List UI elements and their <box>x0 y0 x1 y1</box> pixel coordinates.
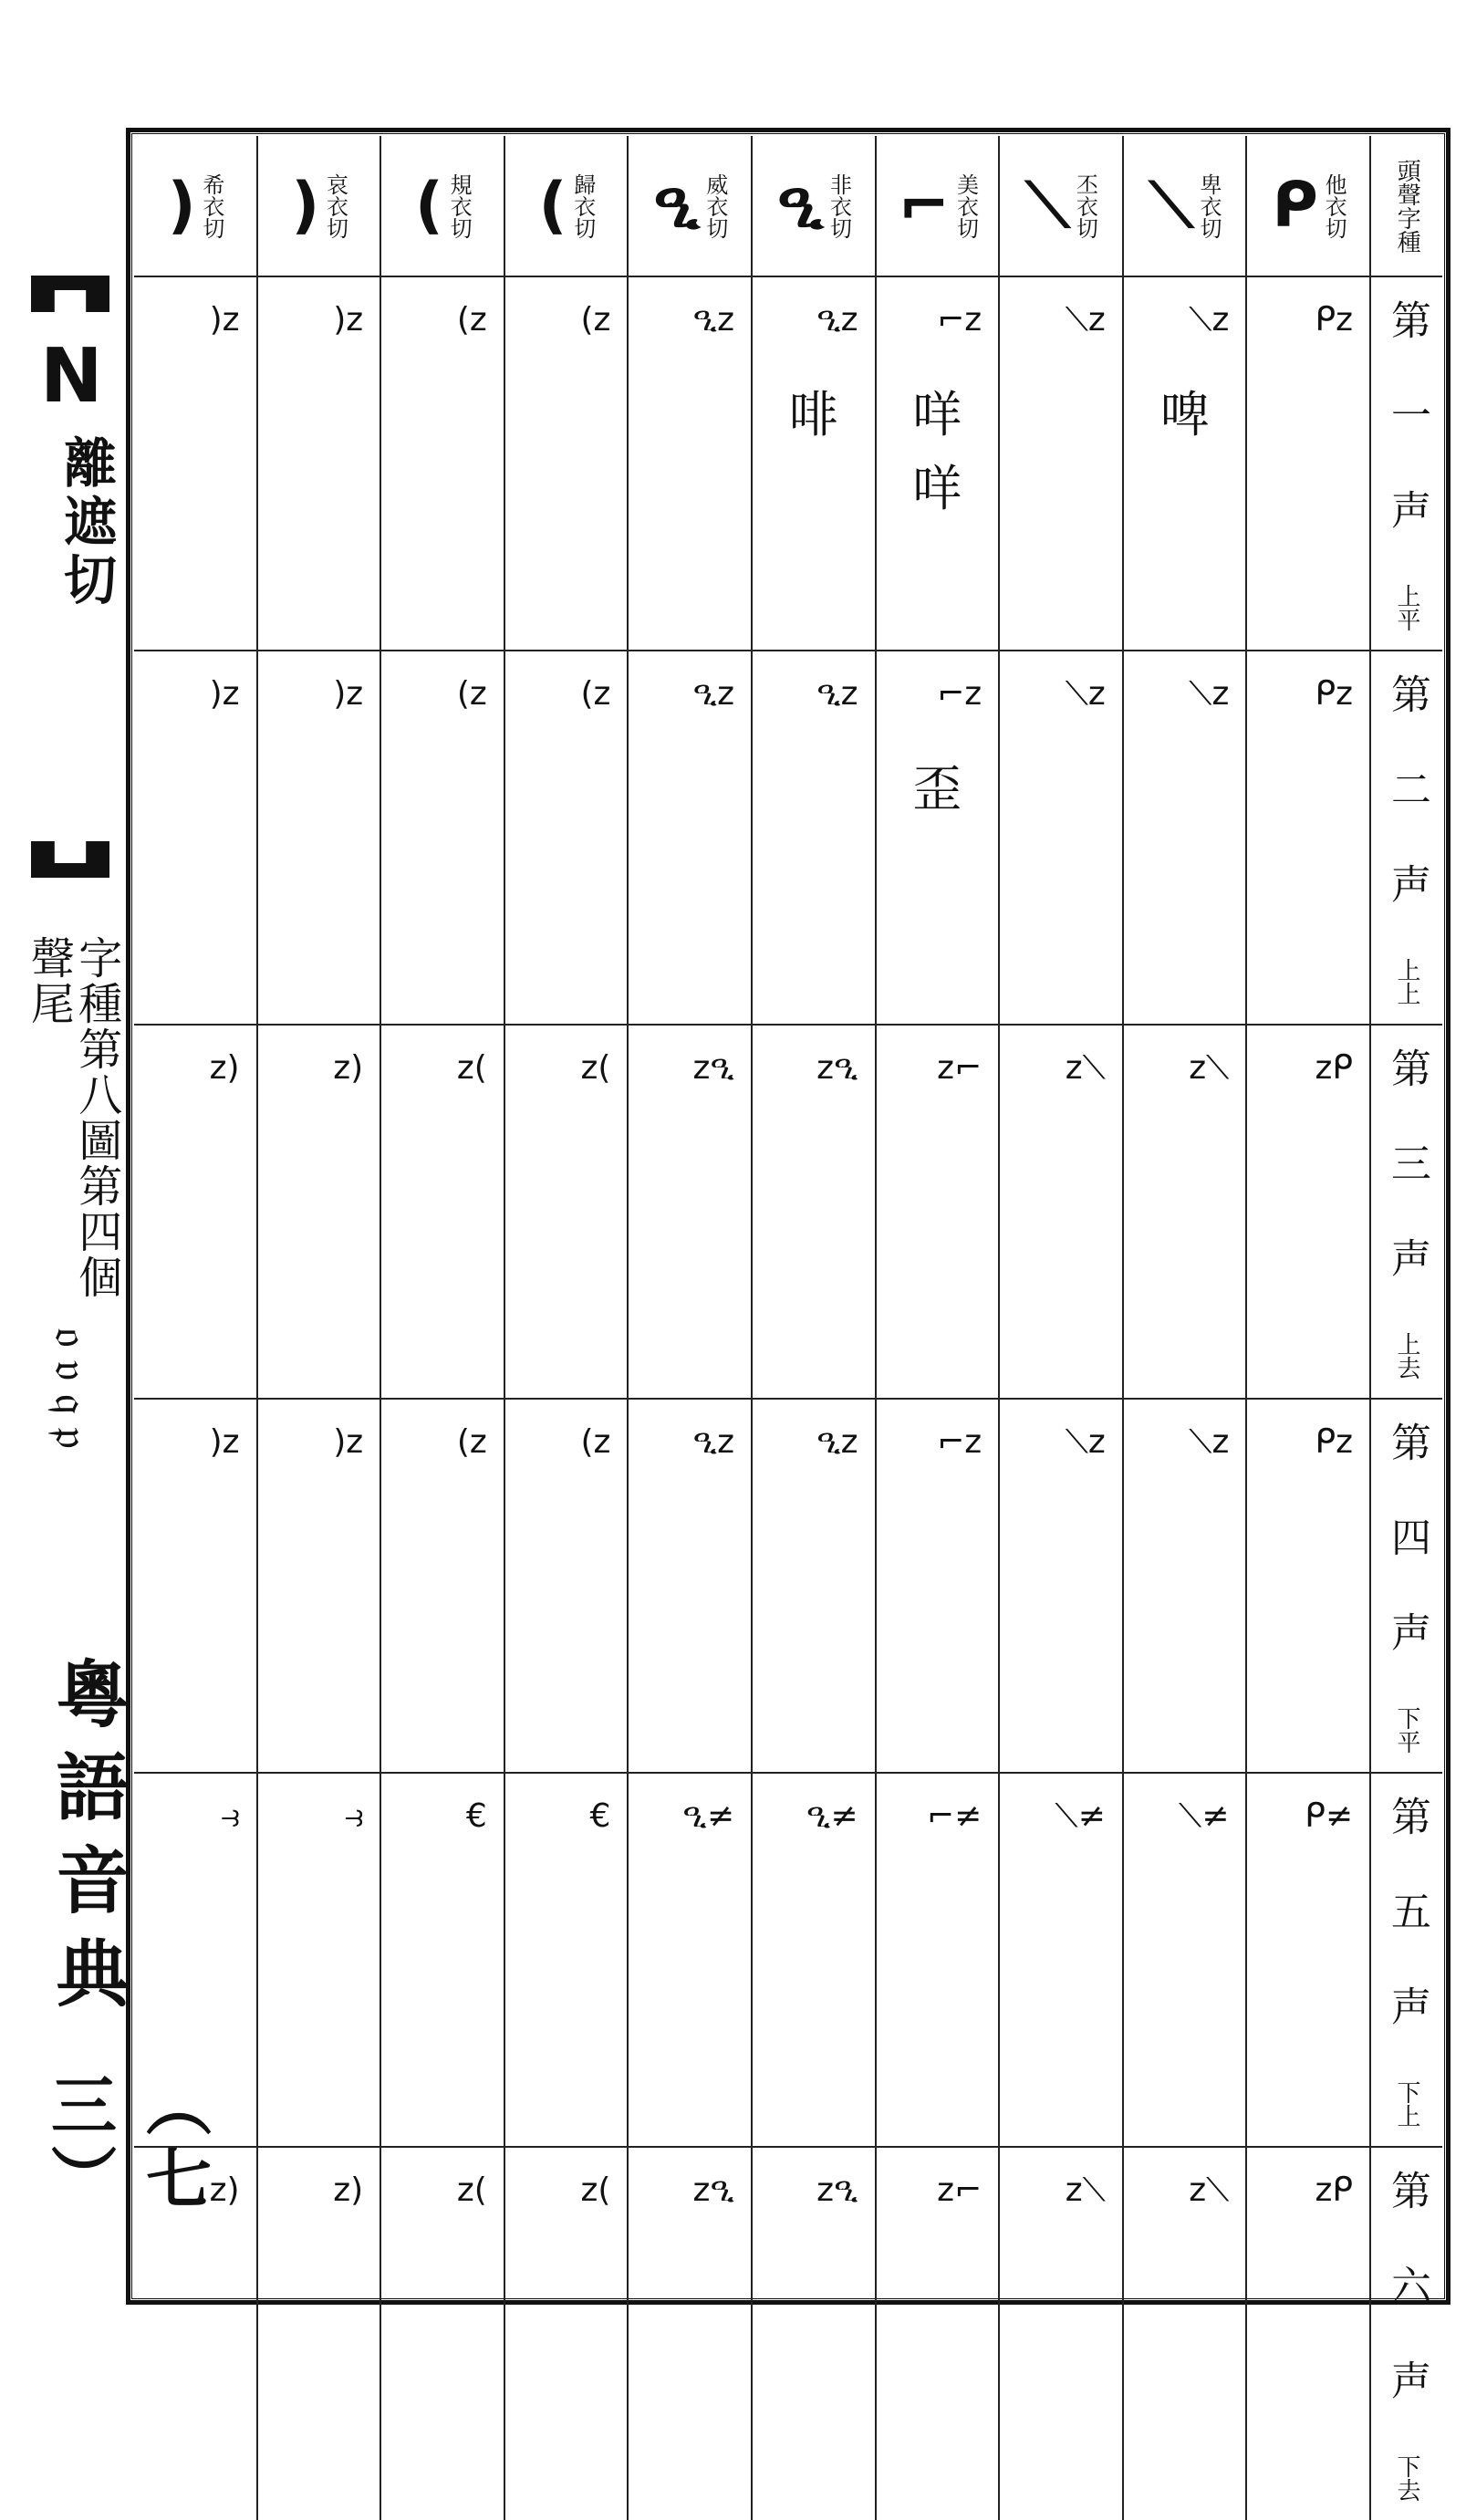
table-cell <box>1000 651 1124 1026</box>
tone-symbol: (z <box>580 1423 611 1461</box>
cell-characters <box>1124 378 1246 452</box>
initial-symbol: ዒ <box>777 169 824 242</box>
table-cell <box>258 277 382 651</box>
table-cell <box>629 277 753 651</box>
tone-symbol: € <box>589 1797 611 1835</box>
tone-symbol: )z <box>333 675 364 713</box>
table-cell <box>381 277 505 651</box>
table-cell <box>258 1774 382 2148</box>
tone-symbol: ⟍≠ <box>1179 1797 1230 1835</box>
table-cell <box>1247 651 1371 1026</box>
tone-name: 下上 <box>1393 2080 1420 2128</box>
example-character: 咩 <box>912 386 962 443</box>
table-cell <box>1000 1774 1124 2148</box>
tone-name: 上上 <box>1393 958 1420 1005</box>
table-cell <box>877 2148 1001 2520</box>
tone-symbol: z) <box>209 2171 240 2209</box>
column-header <box>1247 136 1371 277</box>
column-header <box>753 136 877 277</box>
tone-row-label <box>1371 1400 1442 1774</box>
badge-letter: N <box>40 333 103 420</box>
tone-symbol: ⟍z <box>1189 675 1230 713</box>
tone-symbol: z⟍ <box>1189 1049 1230 1087</box>
table-cell <box>505 1400 629 1774</box>
tone-symbol: z⟍ <box>1065 1049 1106 1087</box>
column-label: 希衣切 <box>198 172 224 239</box>
table-cell <box>505 651 629 1026</box>
table-cell <box>1124 2148 1248 2520</box>
table-cell <box>258 1026 382 1400</box>
initial-symbol: ) <box>167 169 196 242</box>
table-cell <box>381 1026 505 1400</box>
column-header <box>629 136 753 277</box>
column-label: 規衣切 <box>446 172 473 239</box>
script-sample: 𝔬𝔳𝔮𝔭 <box>44 1328 99 1462</box>
table-cell <box>134 651 258 1026</box>
table-cell <box>381 2148 505 2520</box>
column-header <box>1000 136 1124 277</box>
tone-symbol: ᑭz <box>1315 301 1353 338</box>
tone-row-label <box>1371 1774 1442 2148</box>
badge-bracket-top <box>31 276 109 312</box>
tone-symbol: ዒ≠ <box>806 1797 858 1835</box>
initial-symbol: ዒ <box>653 169 700 242</box>
tone-symbol: ⟍≠ <box>1055 1797 1106 1835</box>
tone-symbol: z⟍ <box>1065 2171 1106 2209</box>
column-label: 非衣切 <box>826 172 852 239</box>
table-cell <box>505 1026 629 1400</box>
table-cell <box>505 2148 629 2520</box>
example-character: 啤 <box>1159 386 1210 443</box>
chart-note-line: 字種第八圖第四個 <box>70 935 122 1300</box>
table-cell <box>134 1026 258 1400</box>
tone-symbol: ዒ≠ <box>682 1797 734 1835</box>
table-cell <box>753 1400 877 1774</box>
column-header <box>505 136 629 277</box>
column-header <box>134 136 258 277</box>
table-cell <box>877 651 1001 1026</box>
cell-characters <box>877 752 999 826</box>
table-cell <box>753 1026 877 1400</box>
tone-row-label <box>1371 2148 1442 2520</box>
tone-symbol: z( <box>456 1049 487 1087</box>
tone-symbol: )z <box>209 301 240 338</box>
tone-symbol: zᑭ <box>1315 1049 1353 1087</box>
tone-row-label <box>1371 277 1442 651</box>
table-cell <box>753 277 877 651</box>
tone-symbol: )z <box>333 1423 364 1461</box>
table-cell <box>629 651 753 1026</box>
tone-symbol: ዒz <box>816 301 858 338</box>
tone-symbol: ⟍z <box>1065 1423 1106 1461</box>
initial-symbol: ) <box>291 169 320 242</box>
initial-symbol: ⌐ <box>898 169 951 242</box>
tone-name: 上去 <box>1393 1332 1420 1380</box>
corner-label: 頭聲字種 <box>1393 158 1421 254</box>
tone-symbol: z⌐ <box>937 1049 983 1087</box>
table-cell <box>1247 2148 1371 2520</box>
tone-symbol: )z <box>209 675 240 713</box>
table-cell <box>1000 277 1124 651</box>
tone-symbol: ⌐≠ <box>926 1797 983 1835</box>
tone-symbol: ⌐z <box>937 301 983 338</box>
tone-symbol: z⌐ <box>937 2171 983 2209</box>
table-cell <box>629 2148 753 2520</box>
table-cell <box>134 2148 258 2520</box>
tone-symbol: ᑭz <box>1315 1423 1353 1461</box>
corner-header <box>1371 136 1442 277</box>
tone-symbol: ⥽ <box>221 1797 240 1835</box>
chart-note-line: 聲尾 <box>23 935 75 1026</box>
table-cell <box>381 651 505 1026</box>
tone-symbol: z( <box>456 2171 487 2209</box>
tone-symbol: ᑭz <box>1315 675 1353 713</box>
table-cell <box>753 1774 877 2148</box>
column-label: 威衣切 <box>702 172 728 239</box>
tone-row-label <box>1371 651 1442 1026</box>
tone-symbol: (z <box>580 675 611 713</box>
tone-symbol: z⟍ <box>1189 2171 1230 2209</box>
tone-symbol: zዒ <box>816 2171 858 2209</box>
table-cell <box>877 1400 1001 1774</box>
tone-symbol: ⥽ <box>344 1797 364 1835</box>
table-cell <box>629 1774 753 2148</box>
table-cell <box>877 1774 1001 2148</box>
table-cell <box>1124 277 1248 651</box>
tone-number: 第六声 <box>1384 2170 1430 2454</box>
tone-symbol: z) <box>333 2171 364 2209</box>
table-cell <box>134 277 258 651</box>
table-cell <box>1124 1026 1248 1400</box>
example-character: 歪 <box>912 760 962 817</box>
initial-symbol: ⟍ <box>1149 169 1193 242</box>
initial-symbol: ᑭ <box>1272 169 1318 242</box>
tone-symbol: ዒz <box>692 675 734 713</box>
tone-symbol: € <box>465 1797 487 1835</box>
rhyme-badge <box>31 276 117 878</box>
table-cell <box>1000 1400 1124 1774</box>
table-cell <box>258 2148 382 2520</box>
tone-symbol: (z <box>580 301 611 338</box>
table-cell <box>877 277 1001 651</box>
column-header <box>1124 136 1248 277</box>
column-label: 丕衣切 <box>1072 172 1098 239</box>
tone-symbol: z) <box>209 1049 240 1087</box>
tone-symbol: zዒ <box>816 1049 858 1087</box>
badge-bracket-bottom <box>31 841 109 878</box>
tone-name: 下平 <box>1393 1706 1420 1754</box>
page-number: （七三） <box>40 2071 213 2217</box>
table-cell <box>381 1774 505 2148</box>
table-cell <box>134 1774 258 2148</box>
tone-symbol: ዒz <box>692 301 734 338</box>
table-cell <box>1000 1026 1124 1400</box>
table-cell <box>1124 1400 1248 1774</box>
initial-symbol: ⟍ <box>1025 169 1070 242</box>
column-label: 卑衣切 <box>1195 172 1222 239</box>
tone-symbol: ⟍z <box>1065 675 1106 713</box>
badge-text: 離遮切 <box>55 435 117 610</box>
table-cell <box>877 1026 1001 1400</box>
column-header <box>877 136 1001 277</box>
column-header <box>258 136 382 277</box>
table-cell <box>258 1400 382 1774</box>
tone-symbol: z( <box>580 2171 611 2209</box>
example-character: 咩 <box>912 460 962 517</box>
tone-symbol: ⌐z <box>937 675 983 713</box>
tone-number: 第五声 <box>1384 1796 1430 2080</box>
tone-name: 下去 <box>1393 2454 1420 2502</box>
tone-symbol: ዒz <box>816 675 858 713</box>
table-cell <box>505 1774 629 2148</box>
column-header <box>381 136 505 277</box>
table-cell <box>134 1400 258 1774</box>
table-cell <box>629 1026 753 1400</box>
tone-symbol: ᑭ≠ <box>1305 1797 1353 1835</box>
tone-symbol: )z <box>209 1423 240 1461</box>
tone-symbol: ⟍z <box>1189 301 1230 338</box>
table-cell <box>1124 651 1248 1026</box>
table-cell <box>1000 2148 1124 2520</box>
tone-number: 第二声 <box>1384 673 1430 958</box>
tone-symbol: ዒz <box>692 1423 734 1461</box>
cell-characters <box>753 378 875 452</box>
table-cell <box>753 2148 877 2520</box>
tone-symbol: (z <box>456 1423 487 1461</box>
tone-symbol: zᑭ <box>1315 2171 1353 2209</box>
tone-symbol: ዒz <box>816 1423 858 1461</box>
table-cell <box>1247 1026 1371 1400</box>
column-label: 哀衣切 <box>322 172 348 239</box>
column-label: 歸衣切 <box>569 172 596 239</box>
table-cell <box>629 1400 753 1774</box>
tone-symbol: zዒ <box>692 2171 734 2209</box>
example-character: 啡 <box>788 386 838 443</box>
column-label: 美衣切 <box>952 172 979 239</box>
book-title: 粵語音典 <box>44 1656 130 2028</box>
tone-symbol: )z <box>333 301 364 338</box>
syllable-table <box>134 136 1442 2502</box>
left-margin <box>18 255 213 2290</box>
column-label: 他衣切 <box>1321 172 1347 239</box>
tone-symbol: z) <box>333 1049 364 1087</box>
tone-symbol: (z <box>456 301 487 338</box>
table-cell <box>258 651 382 1026</box>
tone-symbol: ⟍z <box>1189 1423 1230 1461</box>
tone-number: 第一声 <box>1384 299 1430 584</box>
tone-symbol: (z <box>456 675 487 713</box>
table-cell <box>381 1400 505 1774</box>
tone-name: 上平 <box>1393 584 1420 631</box>
table-cell <box>1247 1774 1371 2148</box>
table-cell <box>753 651 877 1026</box>
initial-symbol: ( <box>538 169 567 242</box>
table-cell <box>1247 1400 1371 1774</box>
initial-symbol: ( <box>414 169 443 242</box>
tone-symbol: z( <box>580 1049 611 1087</box>
tone-number: 第四声 <box>1384 1421 1430 1706</box>
tone-symbol: zዒ <box>692 1049 734 1087</box>
table-cell <box>1247 277 1371 651</box>
cell-characters <box>877 378 999 526</box>
table-cell <box>1124 1774 1248 2148</box>
tone-row-label <box>1371 1026 1442 1400</box>
tone-symbol: ⌐z <box>937 1423 983 1461</box>
tone-symbol: ⟍z <box>1065 301 1106 338</box>
tone-number: 第三声 <box>1384 1047 1430 1332</box>
table-cell <box>505 277 629 651</box>
